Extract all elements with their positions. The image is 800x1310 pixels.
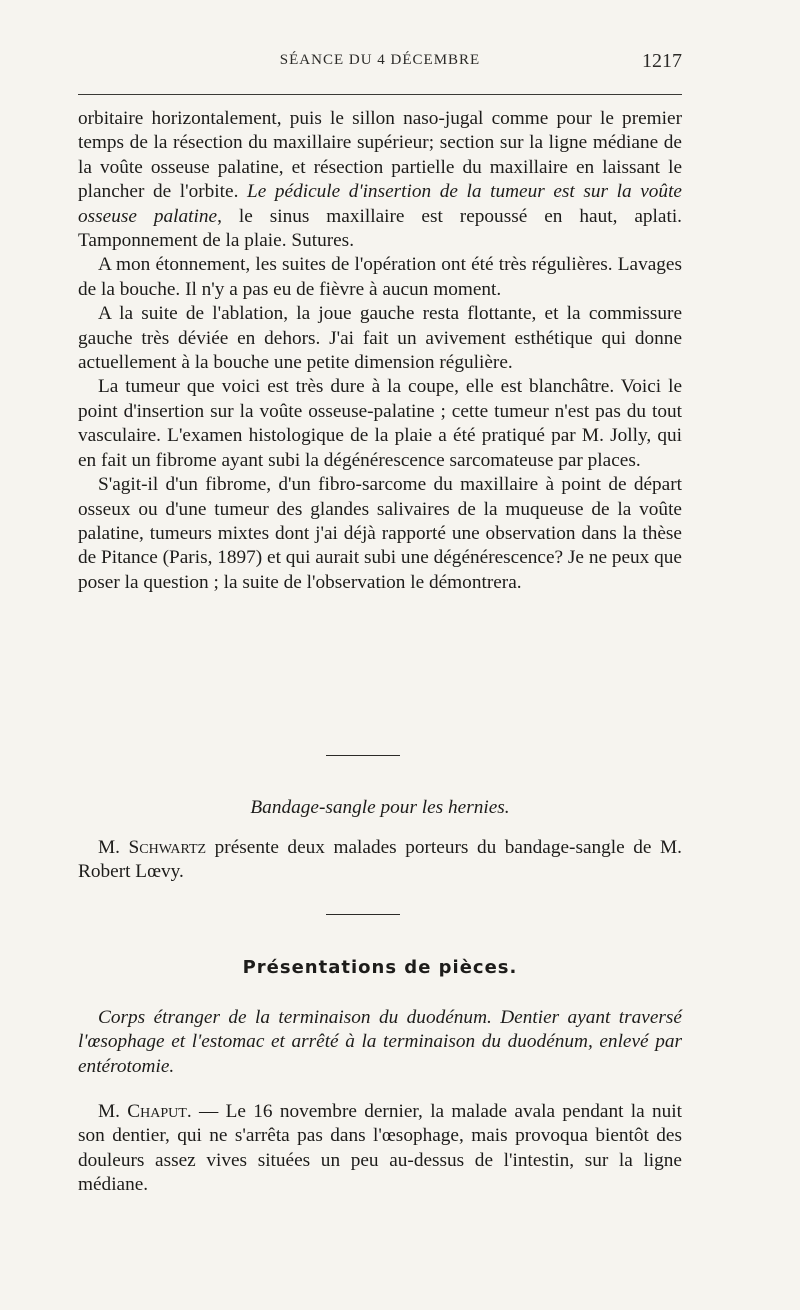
section-divider-2 <box>326 914 400 915</box>
paragraph-1-italic: Le pédicule d'insertion de la tumeur est sur la voûte osseuse palatine <box>78 181 682 227</box>
section-2-subtitle: Corps étranger de la terminaison du duodénum. Dentier ayant traversé l'œsophage et l'estomac et arrêté à la terminaison du duodénum, enlevé par entérotomie. <box>78 1007 682 1077</box>
paragraph-4: La tumeur que voici est très dure à la coupe, elle est blanchâtre. Voici le point d'insertion sur la voûte osseuse-palatine ; cette tumeur n'est pas du tout vasculaire. L'examen histologique de la plaie a été pratiqué par M. Jolly, qui en fait un fibrome ayant subi la dégénérescence sarcomateuse par places. <box>78 376 682 471</box>
section-2-body <box>78 1100 682 1198</box>
section-divider-1 <box>326 755 400 756</box>
section-1-text: présente deux malades porteurs du bandage-sangle de M. Robert Lœvy. <box>78 837 682 883</box>
body-text <box>78 107 682 595</box>
header-rule <box>78 94 682 95</box>
section-1-body <box>78 836 682 885</box>
paragraph-3: A la suite de l'ablation, la joue gauche resta flottante, et la commissure gauche très déviée en dehors. J'ai fait un avivement esthétique qui donne actuellement à la bouche une petite dimension régulière. <box>78 303 682 374</box>
paragraph-2: A mon étonnement, les suites de l'opération ont été très régulières. Lavages de la bouche. Il n'y a pas eu de fièvre à aucun moment. <box>78 254 682 300</box>
section-1-prefix: M. <box>98 837 129 858</box>
paragraph-1 <box>78 107 682 253</box>
section-1-title: Bandage-sangle pour les hernies. <box>250 797 510 818</box>
page-number: 1217 <box>642 50 682 72</box>
section-2-heading-wrap <box>78 957 682 978</box>
paragraph-1-text-a: orbitaire horizontalement, puis le sillon naso-jugal comme pour le premier temps de la résection du maxillaire supérieur; section sur la ligne médiane de la voûte osseuse palatine, et résection partielle du maxillaire en laissant le plancher de l'orbite. <box>78 108 682 203</box>
section-2-subtitle-wrap <box>78 1006 682 1079</box>
section-2-text: . — Le 16 novembre dernier, la malade avala pendant la nuit son dentier, qui ne s'arrêta pas dans l'œsophage, mais provoqua bientôt des douleurs assez vives situées un peu au-dessus de l'intestin, sur la ligne médiane. <box>78 1101 682 1196</box>
paragraph-5: S'agit-il d'un fibrome, d'un fibro-sarcome du maxillaire à point de départ osseux ou d'une tumeur des glandes salivaires de la muqueuse de la voûte palatine, tumeurs mixtes dont j'ai déjà rapporté une observation dans la thèse de Pitance (Paris, 1897) et qui aurait subi une dégénérescence? Je ne peux que poser la question ; la suite de l'observation le démontrera. <box>78 474 682 593</box>
section-1-paragraph <box>78 836 682 885</box>
section-2-heading: Présentations de pièces. <box>242 957 518 978</box>
section-1-speaker: Schwartz <box>128 837 207 858</box>
page-header <box>78 50 682 78</box>
section-1-title-wrap <box>78 796 682 820</box>
running-title: SÉANCE DU 4 DÉCEMBRE <box>279 52 481 68</box>
section-2-prefix: M. <box>98 1101 128 1122</box>
section-2-speaker: Chaput <box>127 1101 187 1122</box>
paragraph-1-text-b: , le sinus maxillaire est repoussé en haut, aplati. Tamponnement de la plaie. Sutures. <box>78 205 682 252</box>
section-2-paragraph <box>78 1100 682 1198</box>
